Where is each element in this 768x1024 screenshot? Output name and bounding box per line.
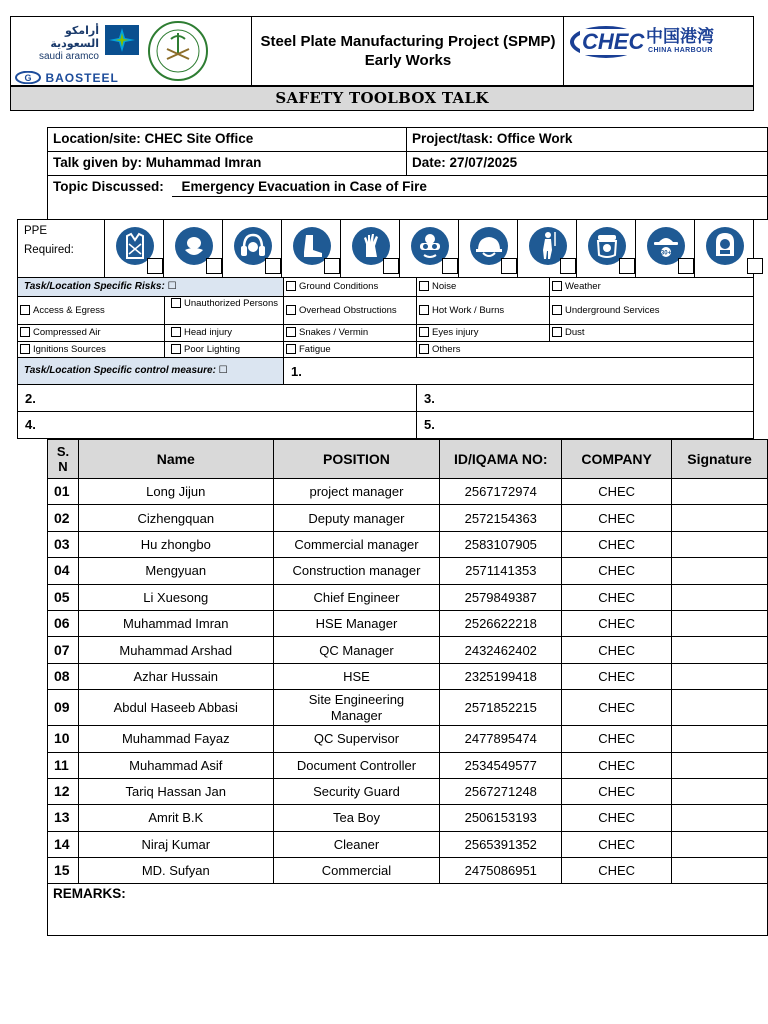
company-cell: CHEC [562, 726, 672, 752]
company-cell: CHEC [562, 558, 672, 584]
project-title [252, 32, 564, 70]
control-measure-4[interactable]: 4. [18, 412, 417, 438]
attendance-body [48, 479, 768, 884]
control-measure-3[interactable]: 3. [417, 385, 753, 412]
ppe-checkbox[interactable] [147, 258, 163, 274]
risk-weather [550, 278, 753, 297]
risk-checkbox[interactable] [171, 327, 181, 337]
risk-label: Dust [565, 327, 585, 338]
location-label: Location/site: [53, 131, 141, 146]
signature-cell[interactable] [672, 637, 768, 663]
sn-cell: 09 [48, 690, 79, 726]
ppe-label [18, 220, 105, 277]
risk-ignition-sources [18, 342, 165, 358]
company-cell: CHEC [562, 690, 672, 726]
sn-cell: 07 [48, 637, 79, 663]
risk-checkbox[interactable] [552, 327, 562, 337]
col-id: ID/IQAMA NO: [440, 440, 562, 479]
risk-label: Eyes injury [432, 327, 479, 338]
location-value: CHEC Site Office [144, 131, 254, 146]
col-signature: Signature [672, 440, 768, 479]
control-measure-2[interactable]: 2. [18, 385, 417, 412]
risks-grid [17, 277, 754, 358]
china-harbour-cn-text: 中国港湾 [646, 27, 714, 47]
signature-cell[interactable] [672, 831, 768, 857]
attendance-row [48, 558, 768, 584]
risk-label: Overhead Obstructions [299, 305, 397, 316]
control-header: Task/Location Specific control measure: ☐ [18, 358, 284, 385]
signature-cell[interactable] [672, 479, 768, 505]
risk-label: Ignitions Sources [33, 344, 106, 355]
remarks-cell[interactable] [48, 884, 768, 936]
aramco-english-text: saudi aramco [38, 51, 99, 62]
attendance-row [48, 531, 768, 557]
risk-others [417, 342, 753, 358]
signature-cell[interactable] [672, 726, 768, 752]
id-cell: 2475086951 [440, 858, 562, 884]
signature-cell[interactable] [672, 531, 768, 557]
risk-label: Fatigue [299, 344, 331, 355]
ppe-item [341, 220, 400, 277]
risk-eyes-injury [417, 325, 550, 342]
document-header [10, 16, 754, 86]
control-measure-5[interactable]: 5. [424, 417, 435, 432]
aramco-logo [17, 25, 137, 62]
position-cell: Chief Engineer [273, 584, 440, 610]
signature-cell[interactable] [672, 610, 768, 636]
risk-noise [417, 278, 550, 297]
id-cell: 2572154363 [440, 505, 562, 531]
id-cell: 2325199418 [440, 663, 562, 689]
ppe-checkbox[interactable] [747, 258, 763, 274]
position-cell: Security Guard [273, 778, 440, 804]
risk-checkbox[interactable] [286, 344, 296, 354]
id-cell: 2583107905 [440, 531, 562, 557]
project-title-line1: Steel Plate Manufacturing Project (SPMP) [260, 33, 556, 50]
attendance-row [48, 663, 768, 689]
position-cell: QC Manager [273, 637, 440, 663]
project-value: Office Work [496, 131, 573, 146]
risk-checkbox[interactable] [419, 305, 429, 315]
ppe-checkbox[interactable] [619, 258, 635, 274]
position-cell: project manager [273, 479, 440, 505]
name-cell: Long Jijun [78, 479, 273, 505]
ppe-item [577, 220, 636, 277]
risk-hot-work [417, 297, 550, 325]
position-cell: Document Controller [273, 752, 440, 778]
attendance-row [48, 584, 768, 610]
name-cell: MD. Sufyan [78, 858, 273, 884]
signature-cell[interactable] [672, 558, 768, 584]
sn-cell: 10 [48, 726, 79, 752]
risk-checkbox[interactable] [419, 344, 429, 354]
ppe-checkbox[interactable] [265, 258, 281, 274]
ppe-item [105, 220, 164, 277]
attendance-row [48, 858, 768, 884]
ppe-checkbox[interactable] [383, 258, 399, 274]
risk-label: Access & Egress [33, 305, 105, 316]
topic-label: Topic Discussed: [53, 179, 164, 194]
sn-cell: 06 [48, 610, 79, 636]
project-label: Project/task: [412, 131, 494, 146]
id-cell: 2432462402 [440, 637, 562, 663]
attendance-row [48, 831, 768, 857]
sn-cell: 03 [48, 531, 79, 557]
id-cell: 2567271248 [440, 778, 562, 804]
company-cell: CHEC [562, 805, 672, 831]
signature-cell[interactable] [672, 858, 768, 884]
hood-icon [705, 226, 745, 266]
sn-cell: 04 [48, 558, 79, 584]
risk-poor-lighting [165, 342, 284, 358]
risk-label: Underground Services [565, 305, 660, 316]
risk-compressed-air [18, 325, 165, 342]
aramco-arabic-text: أرامكو السعودية [50, 25, 99, 50]
position-cell: Deputy manager [273, 505, 440, 531]
ppe-item [164, 220, 223, 277]
risk-label: Weather [565, 281, 601, 292]
project-title-line2: Early Works [364, 52, 452, 69]
risk-overhead-obstructions [284, 297, 417, 325]
risk-checkbox[interactable] [20, 305, 30, 315]
risk-label: Compressed Air [33, 327, 101, 338]
attendance-row [48, 637, 768, 663]
name-cell: Hu zhongbo [78, 531, 273, 557]
baosteel-logo [15, 69, 145, 83]
header-logo-right [563, 17, 753, 85]
ppe-label-line2: Required: [24, 244, 74, 256]
ppe-item [459, 220, 518, 277]
company-cell: CHEC [562, 858, 672, 884]
risk-checkbox[interactable] [20, 327, 30, 337]
signature-cell[interactable] [672, 663, 768, 689]
company-cell: CHEC [562, 752, 672, 778]
talk-given-field [48, 152, 407, 176]
id-cell: 2571141353 [440, 558, 562, 584]
name-cell: Li Xuesong [78, 584, 273, 610]
attendance-row [48, 479, 768, 505]
aramco-star-icon [105, 25, 139, 55]
sn-cell: 12 [48, 778, 79, 804]
id-cell: 2565391352 [440, 831, 562, 857]
control-measures [17, 357, 754, 439]
risk-label: Unauthorized Persons [184, 298, 278, 309]
risk-label: Others [432, 344, 461, 355]
remarks-row [48, 884, 768, 936]
sn-cell: 08 [48, 663, 79, 689]
svg-text:30+: 30+ [660, 250, 672, 257]
ppe-item [223, 220, 282, 277]
risk-checkbox[interactable] [171, 298, 181, 308]
ppe-checkbox[interactable] [678, 258, 694, 274]
position-cell: Commercial manager [273, 531, 440, 557]
id-cell: 2506153193 [440, 805, 562, 831]
baosteel-text: BAOSTEEL [45, 70, 119, 85]
risk-checkbox[interactable] [286, 305, 296, 315]
name-cell: Muhammad Asif [78, 752, 273, 778]
company-cell: CHEC [562, 584, 672, 610]
chec-text: CHEC [582, 29, 645, 54]
company-cell: CHEC [562, 831, 672, 857]
sn-cell: 05 [48, 584, 79, 610]
risk-dust [550, 325, 753, 342]
name-cell: Muhammad Arshad [78, 637, 273, 663]
risk-label: Hot Work / Burns [432, 305, 505, 316]
ppe-checkbox[interactable] [501, 258, 517, 274]
id-cell: 2571852215 [440, 690, 562, 726]
risk-unauthorized-persons [165, 297, 284, 325]
signature-cell[interactable] [672, 805, 768, 831]
attendance-table [47, 439, 768, 936]
risk-head-injury [165, 325, 284, 342]
sn-cell: 01 [48, 479, 79, 505]
baosteel-mark-icon [15, 71, 41, 84]
id-cell: 2534549577 [440, 752, 562, 778]
ppe-item [282, 220, 341, 277]
risk-checkbox[interactable] [419, 281, 429, 291]
talk-given-value: Muhammad Imran [145, 155, 262, 170]
risk-checkbox[interactable] [20, 344, 30, 354]
risk-ground-conditions [284, 278, 417, 297]
location-field [48, 128, 407, 152]
signature-cell[interactable] [672, 752, 768, 778]
ppe-item [400, 220, 459, 277]
position-cell: Cleaner [273, 831, 440, 857]
risk-label: Noise [432, 281, 457, 292]
risk-label: Ground Conditions [299, 281, 379, 292]
talk-info-box [47, 127, 768, 220]
risk-snakes-vermin [284, 325, 417, 342]
company-cell: CHEC [562, 505, 672, 531]
col-position: POSITION [273, 440, 440, 479]
name-cell: Azhar Hussain [78, 663, 273, 689]
position-cell: Construction manager [273, 558, 440, 584]
risk-checkbox[interactable] [286, 281, 296, 291]
id-cell: 2567172974 [440, 479, 562, 505]
sn-cell: 02 [48, 505, 79, 531]
date-label: Date: [412, 155, 446, 170]
attendance-header-row [48, 440, 768, 479]
control-measure-1[interactable]: 1. [284, 358, 753, 385]
company-cell: CHEC [562, 663, 672, 689]
risk-fatigue [284, 342, 417, 358]
company-cell: CHEC [562, 479, 672, 505]
ppe-item [695, 220, 763, 277]
ppe-item [636, 220, 695, 277]
risk-access-egress [18, 297, 165, 325]
position-cell: Site Engineering Manager [273, 690, 440, 726]
safety-toolbox-talk-banner: SAFETY TOOLBOX TALK [10, 86, 754, 111]
name-cell: Cizhengquan [78, 505, 273, 531]
topic-value: Emergency Evacuation in Case of Fire [181, 179, 427, 194]
sn-cell: 14 [48, 831, 79, 857]
ppe-checkbox[interactable] [206, 258, 222, 274]
signature-cell[interactable] [672, 690, 768, 726]
signature-cell[interactable] [672, 778, 768, 804]
company-cell: CHEC [562, 637, 672, 663]
project-field [407, 128, 767, 152]
chec-logo [570, 26, 748, 60]
date-field [407, 152, 767, 176]
attendance-row [48, 752, 768, 778]
china-harbour-en-text: CHINA HARBOUR [648, 47, 713, 54]
signature-cell[interactable] [672, 505, 768, 531]
position-cell: Commercial [273, 858, 440, 884]
risk-checkbox[interactable] [552, 281, 562, 291]
risk-checkbox[interactable] [419, 327, 429, 337]
sn-cell: 11 [48, 752, 79, 778]
ppe-checkbox[interactable] [442, 258, 458, 274]
name-cell: Mengyuan [78, 558, 273, 584]
ppe-required-row [17, 219, 754, 278]
name-cell: Tariq Hassan Jan [78, 778, 273, 804]
attendance-row [48, 805, 768, 831]
risk-checkbox[interactable] [552, 305, 562, 315]
risk-underground-services [550, 297, 753, 325]
name-cell: Muhammad Fayaz [78, 726, 273, 752]
ppe-checkbox[interactable] [560, 258, 576, 274]
topic-underline [172, 196, 767, 197]
header-logos-left [11, 17, 252, 85]
risk-checkbox[interactable] [286, 327, 296, 337]
ppe-icons [105, 220, 753, 277]
attendance-row [48, 505, 768, 531]
date-value: 27/07/2025 [449, 155, 518, 170]
id-cell: 2526622218 [440, 610, 562, 636]
talk-given-label: Talk given by: [53, 155, 143, 170]
name-cell: Muhammad Imran [78, 610, 273, 636]
col-company: COMPANY [562, 440, 672, 479]
remarks-label: REMARKS: [53, 886, 126, 902]
company-cell: CHEC [562, 531, 672, 557]
risks-header: Task/Location Specific Risks: ☐ [18, 278, 284, 297]
attendance-row [48, 726, 768, 752]
ppe-checkbox[interactable] [324, 258, 340, 274]
col-name: Name [78, 440, 273, 479]
ppe-label-line1: PPE [24, 225, 48, 237]
name-cell: Niraj Kumar [78, 831, 273, 857]
sn-cell: 13 [48, 805, 79, 831]
risk-checkbox[interactable] [171, 344, 181, 354]
col-sn: S. N [48, 440, 79, 479]
name-cell: Abdul Haseeb Abbasi [78, 690, 273, 726]
signature-cell[interactable] [672, 584, 768, 610]
company-cell: CHEC [562, 610, 672, 636]
position-cell: QC Supervisor [273, 726, 440, 752]
position-cell: HSE [273, 663, 440, 689]
svg-text:G: G [24, 73, 32, 84]
saudi-emblem-icon [147, 19, 209, 83]
name-cell: Amrit B.K [78, 805, 273, 831]
attendance-row [48, 610, 768, 636]
id-cell: 2579849387 [440, 584, 562, 610]
attendance-row [48, 690, 768, 726]
risk-label: Head injury [184, 327, 233, 338]
position-cell: HSE Manager [273, 610, 440, 636]
company-cell: CHEC [562, 778, 672, 804]
id-cell: 2477895474 [440, 726, 562, 752]
ppe-item [518, 220, 577, 277]
risk-label: Poor Lighting [184, 344, 240, 355]
sn-cell: 15 [48, 858, 79, 884]
risk-label: Snakes / Vermin [299, 327, 369, 338]
attendance-row [48, 778, 768, 804]
position-cell: Tea Boy [273, 805, 440, 831]
